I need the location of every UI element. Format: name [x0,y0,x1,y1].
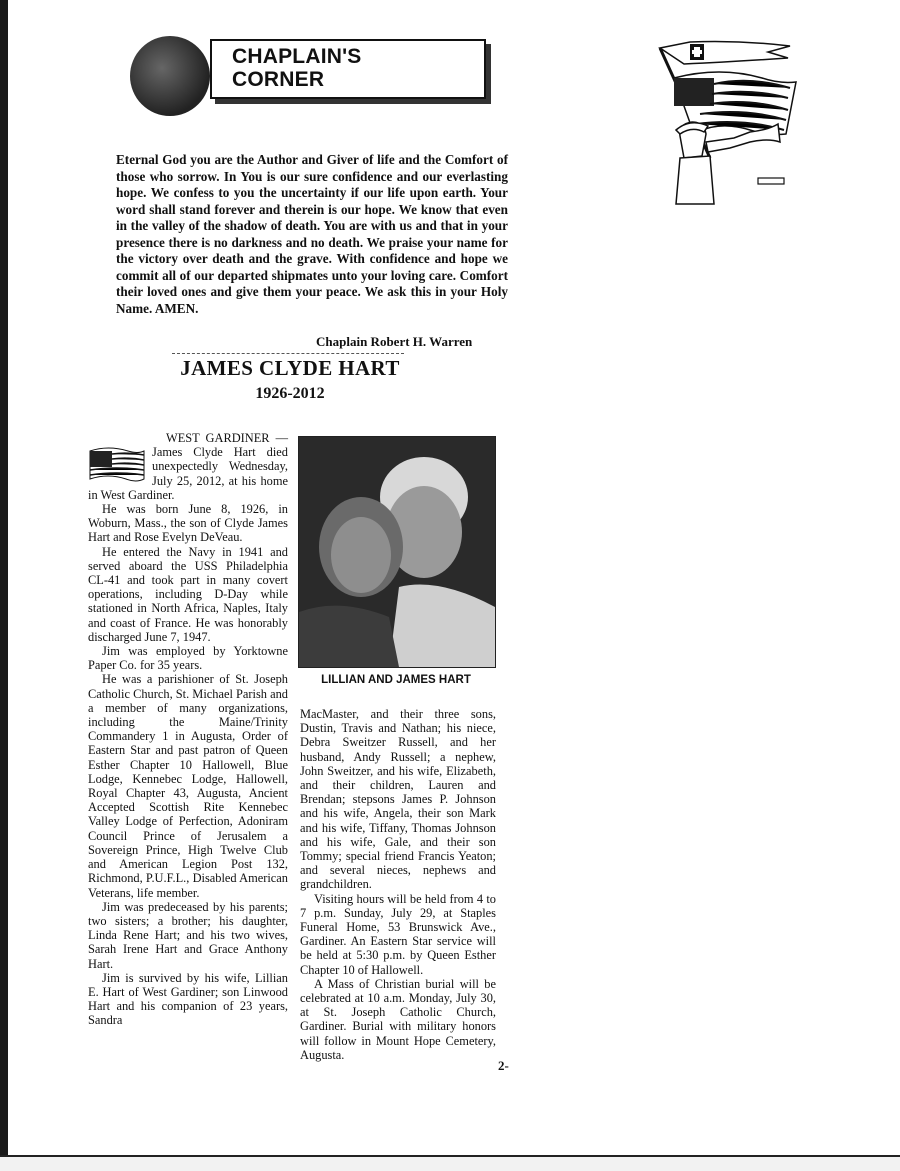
photo-caption: LILLIAN AND JAMES HART [321,674,471,686]
scan-left-edge [0,0,8,1171]
headline-rule [172,353,404,354]
couple-photo [298,436,496,668]
obituary-paragraph: A Mass of Christian burial will be celebrated at 10 a.m. Monday, July 30, at St. Joseph Catholic Church, Gardiner. Burial with military honors will follow in Mount Hope Cemetery, Augusta. [300,976,496,1062]
obituary-headline: JAMES CLYDE HART [180,356,400,380]
portrait-photo-icon [299,437,495,667]
prayer-signature: Chaplain Robert H. Warren [316,334,473,349]
prayer-text: Eternal God you are the Author and Giver of life and the Comfort of those who sorrow. In You is our sure confidence and our everlasting hope. We confess to you the uncertainty if our life upon earth. Your word shall stand forever and therein is our hope. We know that even in the valley of the shadow of death. You are with us and that in your presence there is no darkness and no death. We praise your name for the victory over death and the grave. With confidence and hope we commit all of our departed shipmates unto your loving care. Comfort their loved ones and give them your peace. We ask this in your Holy Name. AMEN. [116,152,508,316]
header-title: CHAPLAIN'S CORNER [232,45,362,91]
bugler-flag-clipart-icon [650,38,800,208]
seal-emblem-icon [130,36,210,116]
obituary-paragraph: He entered the Navy in 1941 and served aboard the USS Philadelphia CL-41 and took part in many covert operations, including D-Day while stationed in North Africa, Naples, Italy and coast of France. He was honorably discharged June 7, 1947. [88,544,288,644]
obituary-paragraph: Jim was employed by Yorktowne Paper Co. for 35 years. [88,644,288,673]
american-flag-icon [88,445,146,483]
obituary-paragraph: Jim was predeceased by his parents; two sisters; a brother; his daughter, Linda Rene Hart; and his two wives, Sarah Irene Hart and Grace Anthony Hart. [88,899,288,971]
header-title-box [210,39,486,99]
obituary-paragraph: MacMaster, and their three sons, Dustin, Travis and Nathan; his niece, Debra Sweitzer Russell, and her husband, Andy Russell; a nephew, John Sweitzer, and his wife, Elizabeth, and their children, Lauren and Brendan; stepsons James P. Johnson and his wife, Angela, their son Mark and his wife, Tiffany, Thomas Johnson and his wife, Gale, and their son Tommy; special friend Francis Yeaton; and several nieces, nephews and grandchildren. [300,707,496,892]
obituary-paragraph: He was born June 8, 1926, in Woburn, Mass., the son of Clyde James Hart and Rose Evelyn DeVeau. [88,502,288,545]
obituary-paragraph: Jim is survived by his wife, Lillian E. Hart of West Gardiner; son Linwood Hart and his companion of 23 years, Sandra [88,970,288,1028]
scan-bottom-edge [0,1155,900,1171]
obituary-paragraph: He was a parishioner of St. Joseph Catholic Church, St. Michael Parish and a member of many organizations, including the Maine/Trinity Commandery 1 in Augusta, Order of Eastern Star and past patron of Queen Esther Chapter 10 Hallowell, Blue Lodge, Kennebec Lodge, Hallowell, Royal Chapter 43, Augusta, Ancient Accepted Scottish Rite Kennebec Valley Lodge of Perfection, Adoniram Council Prince of Jerusalem a Sovereign Prince, High Twelve Club and American Legion Post 132, Richmond, P.U.F.L., Disabled American Veterans, life member. [88,672,288,900]
obituary-paragraph: Visiting hours will be held from 4 to 7 p.m. Sunday, July 29, at Staples Funeral Home, 53 Brunswick Ave., Gardiner. An Eastern Star service will be held at 5:30 p.m. by Queen Esther Chapter 10 of Hallowell. [300,891,496,977]
obituary-paragraph: WEST GARDINER — James Clyde Hart died unexpectedly Wednesday, July 25, 2012, at his home in West Gardiner. [88,431,288,502]
obituary-column-1 [88,431,288,1028]
chaplains-corner-header [130,36,500,116]
page-number: 2- [498,1058,509,1073]
obituary-years: 1926-2012 [255,385,325,402]
obituary-column-2 [300,707,496,1062]
